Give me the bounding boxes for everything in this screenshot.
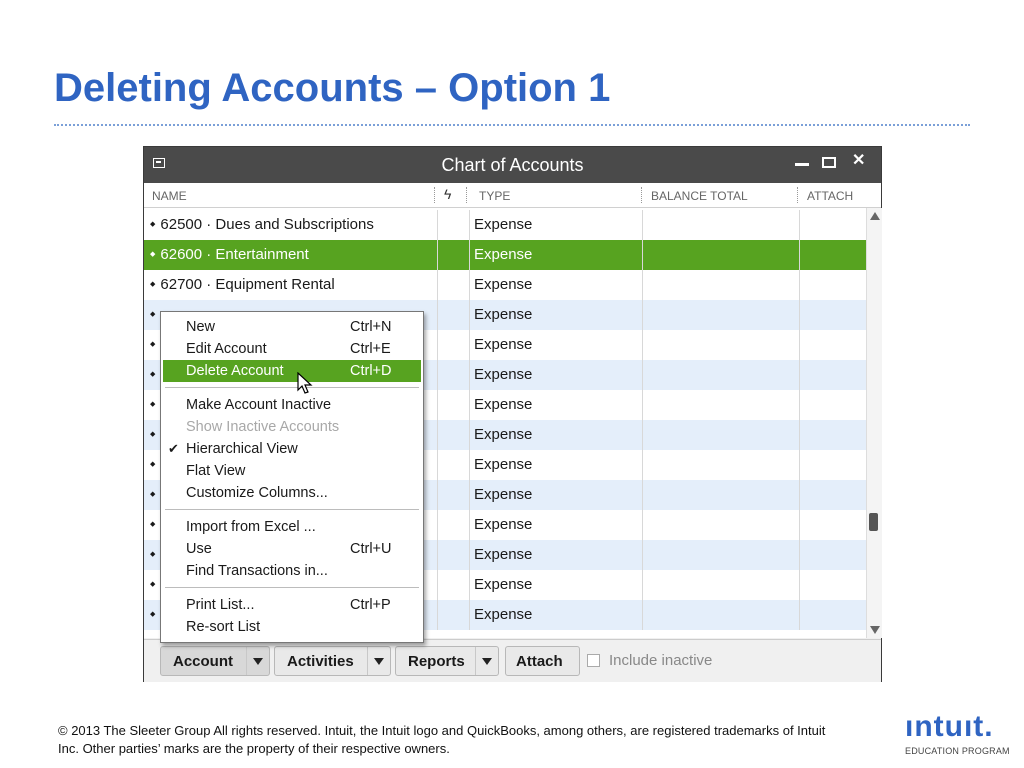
account-name	[150, 396, 160, 413]
column-resize-handle[interactable]	[641, 187, 642, 203]
account-type: Expense	[474, 576, 533, 593]
account-type: Expense	[474, 516, 533, 533]
menu-item-hierarchical-view[interactable]: ✔ Hierarchical View	[168, 441, 298, 457]
account-type: Expense	[474, 336, 533, 353]
account-name	[150, 306, 160, 323]
menu-item-show-inactive: Show Inactive Accounts	[186, 419, 340, 435]
account-name	[150, 486, 160, 503]
intuit-logo-wordmark: ıntuıt.	[905, 710, 994, 743]
dropdown-arrow-icon[interactable]	[246, 647, 269, 675]
account-name	[150, 546, 160, 563]
intuit-logo-subtitle: EDUCATION PROGRAM	[905, 746, 1010, 756]
account-type: Expense	[474, 276, 533, 293]
account-name: ◆ 62700 · Equipment Rental	[150, 276, 335, 293]
menu-separator	[165, 387, 419, 388]
window-button-bar	[144, 639, 881, 682]
include-inactive-checkbox[interactable]	[587, 654, 600, 667]
menu-item-find-transactions[interactable]: Find Transactions in...	[186, 563, 328, 579]
scroll-thumb[interactable]	[869, 513, 878, 531]
column-header-row	[144, 183, 881, 208]
account-type: Expense	[474, 456, 533, 473]
scroll-down-icon[interactable]	[870, 626, 880, 634]
account-type: Expense	[474, 216, 533, 233]
menu-item-resort-list[interactable]: Re-sort List	[186, 619, 261, 635]
menu-item-print-list[interactable]: Print List... Ctrl+P	[186, 597, 391, 613]
account-menu-button[interactable]	[160, 646, 270, 676]
attach-button[interactable]	[505, 646, 580, 676]
title-divider	[54, 124, 970, 126]
copyright-footer: © 2013 The Sleeter Group All rights reserved. Intuit, the Intuit logo and QuickBooks, among others, are registered trademarks of Intuit Inc. Other parties’ marks are the property of their respective owners.	[58, 723, 826, 756]
column-resize-handle[interactable]	[466, 187, 467, 203]
table-row-selected[interactable]	[144, 240, 866, 270]
account-type: Expense	[474, 366, 533, 383]
activities-menu-button[interactable]	[274, 646, 391, 676]
vertical-scrollbar[interactable]	[866, 208, 882, 638]
menu-item-use[interactable]: Use Ctrl+U	[186, 541, 392, 557]
table-row[interactable]	[144, 270, 866, 300]
account-name	[150, 606, 160, 623]
scroll-up-icon[interactable]	[870, 212, 880, 220]
attach-button-label: Attach	[516, 653, 563, 670]
account-type: Expense	[474, 396, 533, 413]
account-type: Expense	[474, 606, 533, 623]
dropdown-arrow-icon[interactable]	[367, 647, 390, 675]
dropdown-arrow-icon[interactable]	[475, 647, 498, 675]
menu-separator	[165, 587, 419, 588]
account-name	[150, 366, 160, 383]
account-name	[150, 426, 160, 443]
column-header-balance-total[interactable]: BALANCE TOTAL	[651, 189, 748, 203]
column-header-type[interactable]: TYPE	[479, 189, 511, 203]
account-name	[150, 336, 160, 353]
table-row[interactable]	[144, 210, 866, 240]
account-type: Expense	[474, 486, 533, 503]
menu-item-new[interactable]: New Ctrl+N	[186, 319, 392, 335]
menu-item-import-excel[interactable]: Import from Excel ...	[186, 519, 316, 535]
window-title: Chart of Accounts	[441, 155, 584, 175]
account-name: ◆ 62600 · Entertainment	[150, 246, 309, 263]
slide-title: Deleting Accounts – Option 1	[54, 66, 611, 110]
activities-button-label: Activities	[287, 653, 354, 670]
menu-separator	[165, 509, 419, 510]
column-resize-handle[interactable]	[434, 187, 435, 203]
column-header-name[interactable]: NAME	[152, 189, 187, 203]
account-name: ◆ 62500 · Dues and Subscriptions	[150, 216, 374, 233]
account-type: Expense	[474, 246, 533, 263]
close-icon[interactable]: ✕	[852, 152, 866, 169]
column-header-attach[interactable]: ATTACH	[807, 189, 854, 203]
menu-item-make-inactive[interactable]: Make Account Inactive	[186, 397, 332, 413]
intuit-logo	[905, 712, 1010, 756]
reports-button-label: Reports	[408, 653, 465, 670]
account-type: Expense	[474, 306, 533, 323]
account-type: Expense	[474, 546, 533, 563]
account-name	[150, 516, 160, 533]
account-context-menu	[160, 311, 424, 643]
menu-item-delete-account[interactable]: Delete Account Ctrl+D	[163, 360, 421, 382]
menu-item-customize-columns[interactable]: Customize Columns...	[186, 485, 328, 501]
account-type: Expense	[474, 426, 533, 443]
reports-menu-button[interactable]	[395, 646, 499, 676]
account-name	[150, 576, 160, 593]
account-button-label: Account	[173, 653, 233, 670]
maximize-icon[interactable]	[822, 157, 836, 168]
checkmark-icon: ✔	[168, 441, 179, 456]
menu-item-edit-account[interactable]: Edit Account Ctrl+E	[186, 341, 391, 357]
account-name	[150, 456, 160, 473]
column-resize-handle[interactable]	[797, 187, 798, 203]
mouse-pointer-icon	[297, 372, 315, 396]
include-inactive-label: Include inactive	[609, 652, 713, 669]
window-titlebar[interactable]	[144, 147, 881, 183]
menu-item-flat-view[interactable]: Flat View	[186, 463, 246, 479]
lightning-icon[interactable]: ϟ	[444, 186, 452, 202]
